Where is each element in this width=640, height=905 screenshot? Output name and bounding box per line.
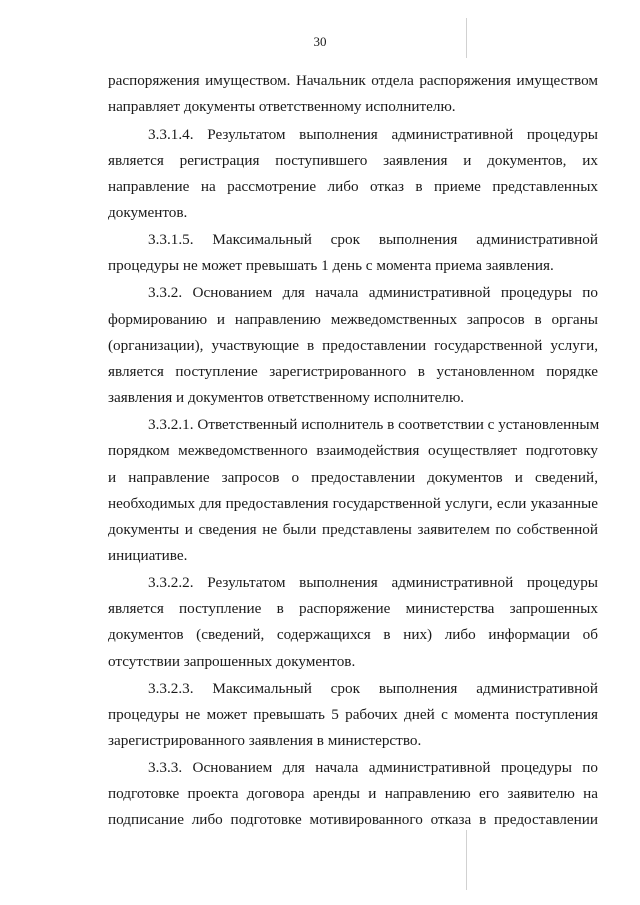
text-line: является поступление зарегистрированного в установленном порядке (108, 362, 598, 380)
text-line: 3.3.2. Основанием для начала административной процедуры по (148, 284, 598, 302)
text-line: направление на рассмотрение либо отказ в приеме представленных (108, 178, 598, 196)
text-line: зарегистрированного заявления в министерство. (108, 731, 422, 749)
text-line: 3.3.1.4. Результатом выполнения административной процедуры (148, 125, 598, 143)
paragraph (108, 227, 598, 279)
paragraph (108, 676, 598, 755)
text-line: заявления и документов ответственному исполнителю. (108, 389, 465, 407)
text-line: процедуры не может превышать 5 рабочих дней с момента поступления (108, 705, 598, 723)
text-line: порядком межведомственного взаимодействия осуществляет подготовку (108, 442, 598, 460)
scan-artifact (466, 830, 467, 890)
text-line: процедуры не может превышать 1 день с момента приема заявления. (108, 257, 554, 275)
text-line: подписание либо подготовке мотивированного отказа в предоставлении (108, 811, 598, 829)
text-line: является поступление в распоряжение министерства запрошенных (108, 600, 598, 618)
paragraph (108, 68, 598, 120)
text-line: является регистрация поступившего заявления и документов, их (108, 151, 598, 169)
text-line: документов. (108, 204, 188, 222)
text-line: формированию и направлению межведомственных запросов в органы (108, 310, 598, 328)
document-body (108, 68, 598, 834)
text-line: 3.3.2.2. Результатом выполнения административной процедуры (148, 574, 598, 592)
text-line: распоряжения имуществом. Начальник отдела распоряжения имуществом (108, 72, 598, 89)
text-line: подготовке проекта договора аренды и направлению его заявителю на (108, 785, 598, 803)
scan-artifact (466, 18, 467, 58)
text-line: и направление запросов о предоставлении документов и сведений, (108, 468, 598, 486)
text-line: 3.3.1.5. Максимальный срок выполнения административной (148, 231, 598, 249)
text-line: 3.3.3. Основанием для начала административной процедуры по (148, 758, 598, 776)
text-line: необходимых для предоставления государственной услуги, если указанные (108, 494, 598, 512)
paragraph (108, 412, 598, 569)
paragraph (108, 280, 598, 411)
text-line: (организации), участвующие в предоставлении государственной услуги, (108, 336, 598, 354)
text-line: отсутствии запрошенных документов. (108, 652, 356, 670)
text-line: направляет документы ответственному исполнителю. (108, 98, 456, 116)
text-line: 3.3.2.1. Ответственный исполнитель в соответствии с установленным (148, 416, 600, 434)
text-line: 3.3.2.3. Максимальный срок выполнения административной (148, 679, 598, 697)
page-number: 30 (313, 34, 327, 49)
paragraph (108, 122, 598, 227)
paragraph (108, 570, 598, 675)
text-line: документы и сведения не были представлены заявителем по собственной (108, 520, 598, 538)
text-line: документов (сведений, содержащихся в них) либо информации об (108, 626, 598, 644)
paragraph (108, 755, 598, 834)
text-line: инициативе. (108, 547, 188, 565)
